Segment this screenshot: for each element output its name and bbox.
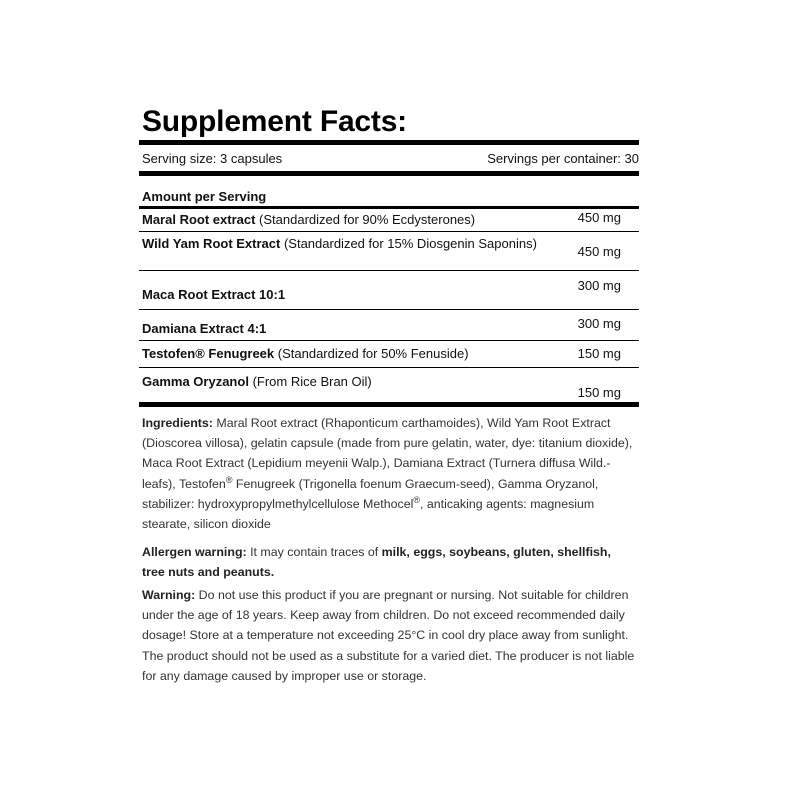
nutrient-name xyxy=(142,374,552,390)
divider-thick xyxy=(139,402,639,407)
nutrient-label: Gamma Oryzanol xyxy=(142,374,249,389)
nutrient-amount: 150 mg xyxy=(577,385,621,400)
divider-thick xyxy=(139,140,639,145)
row-divider xyxy=(139,270,639,271)
nutrient-detail: (From Rice Bran Oil) xyxy=(252,374,372,389)
row-divider xyxy=(139,309,639,310)
servings-per-container: Servings per container: 30 xyxy=(487,151,639,166)
warning-text xyxy=(142,585,636,686)
row-divider xyxy=(139,340,639,341)
nutrient-amount: 450 mg xyxy=(577,210,621,225)
divider-medium xyxy=(139,206,639,209)
row-divider xyxy=(139,367,639,368)
ingredients-body: Fenugreek (Trigonella foenum Graecum-seed), Gamma Oryzanol, stabilizer: hydroxypropylmethylcellulose Methocel xyxy=(142,476,599,511)
row-divider xyxy=(139,231,639,232)
nutrient-name xyxy=(142,346,552,362)
nutrient-label: Damiana Extract 4:1 xyxy=(142,321,267,336)
nutrient-label: Testofen® Fenugreek xyxy=(142,346,275,361)
nutrient-detail: (Standardized for 50% Fenuside) xyxy=(277,346,469,361)
nutrient-detail: (Standardized for 15% Diosgenin Saponins) xyxy=(283,236,537,251)
nutrient-name xyxy=(142,236,547,252)
allergen-warning xyxy=(142,542,636,582)
ingredients-text xyxy=(142,413,636,534)
warning-label: Warning: xyxy=(142,588,196,602)
nutrient-label: Maral Root extract xyxy=(142,212,256,227)
nutrient-amount: 150 mg xyxy=(577,346,621,361)
allergen-body: It may contain traces of xyxy=(246,545,382,559)
allergen-list: milk, eggs, soybeans, gluten, shellfish, tree nuts and peanuts. xyxy=(142,545,611,580)
nutrient-label: Wild Yam Root Extract xyxy=(142,236,281,251)
ingredients-body: Maral Root extract (Rhaponticum carthamoides), Wild Yam Root Extract (Dioscorea villosa), gelatin capsule (made from pure gelatin, water, dye: titanium dioxide), Maca Root Extract (Lepidium meyenii Walp.), Damiana Extract (Turnera diffusa Wild.-leafs), Testofen xyxy=(142,416,633,491)
nutrient-name xyxy=(142,321,552,337)
nutrient-amount: 300 mg xyxy=(577,316,621,331)
warning-body: Do not use this product if you are pregnant or nursing. Not suitable for children under the age of 18 years. Keep away from children. Do not exceed recommended daily dosage! Store at a temperature not exceeding 25°C in cool dry place away from sunlight. The product should not be used as a substitute for a varied diet. The producer is not liable for any damage caused by improper use or storage. xyxy=(142,588,635,683)
nutrient-amount: 450 mg xyxy=(577,244,621,259)
allergen-label: Allergen warning: xyxy=(142,545,247,559)
nutrient-amount: 300 mg xyxy=(577,278,621,293)
nutrient-detail: (Standardized for 90% Ecdysterones) xyxy=(259,212,476,227)
nutrient-name xyxy=(142,212,552,228)
serving-size: Serving size: 3 capsules xyxy=(142,151,283,166)
nutrient-label: Maca Root Extract 10:1 xyxy=(142,287,286,302)
ingredients-body: , anticaking agents: magnesium stearate, silicon dioxide xyxy=(142,496,595,532)
registered-mark: ® xyxy=(413,494,420,505)
amount-per-serving-heading: Amount per Serving xyxy=(142,189,267,204)
nutrient-name xyxy=(142,287,552,303)
ingredients-label: Ingredients: xyxy=(142,416,213,430)
registered-mark: ® xyxy=(225,474,233,485)
panel-title: Supplement Facts: xyxy=(142,105,407,138)
divider-thick xyxy=(139,171,639,176)
